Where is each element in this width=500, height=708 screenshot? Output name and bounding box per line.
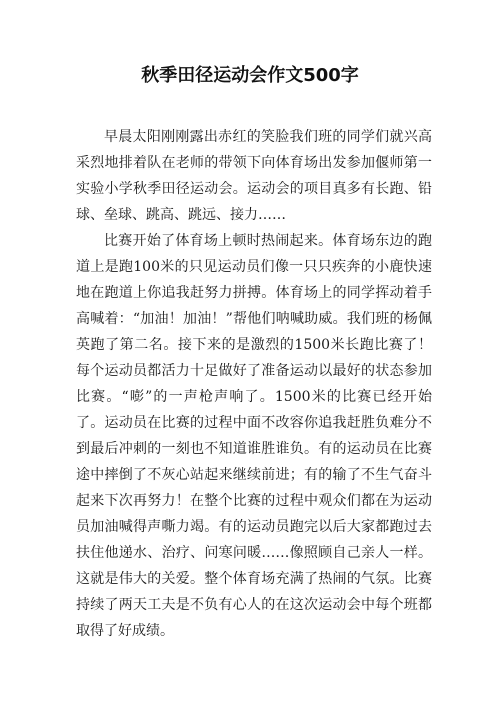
document-title: 秋季田径运动会作文500字 <box>141 65 359 86</box>
paragraph-race: 比赛开始了体育场上顿时热闹起来。体育场东边的跑道上是跑100米的只见运动员们像一只只疾奔的小鹿快速地在跑道上你追我赶努力拼搏。体育场上的同学挥动着手高喊着：“加油！加油！”帮他们呐喊助威。我们班的杨佩英跑了第二名。接下来的是激烈的1500米长跑比赛了！每个运动员都活力十足做好了准备运动以最好的状态参加比赛。“嘭”的一声枪声响了。1500米的比赛已经开始了。运动员在比赛的过程中面不改容你追我赶胜负难分不到最后冲刺的一刻也不知道谁胜谁负。有的运动员在比赛途中摔倒了不灰心站起来继续前进；有的输了不生气奋斗起来下次再努力！在整个比赛的过程中观众们都在为运动员加油喊得声嘶力竭。有的运动员跑完以后大家都跑过去扶住他递水、治疗、问寒问暖……像照顾自己亲人一样。这就是伟大的关爱。整个体育场充满了热闹的气氛。比赛持续了两天工夫是不负有心人的在这次运动会中每个班都取得了好成绩。 <box>76 233 432 639</box>
paragraph-intro: 早晨太阳刚刚露出赤红的笑脸我们班的同学们就兴高采烈地排着队在老师的带领下向体育场出发参加偃师第一实验小学秋季田径运动会。运动会的项目真多有长跑、铅球、垒球、跳高、跳远、接力…… <box>76 129 432 223</box>
document-body <box>76 124 432 644</box>
